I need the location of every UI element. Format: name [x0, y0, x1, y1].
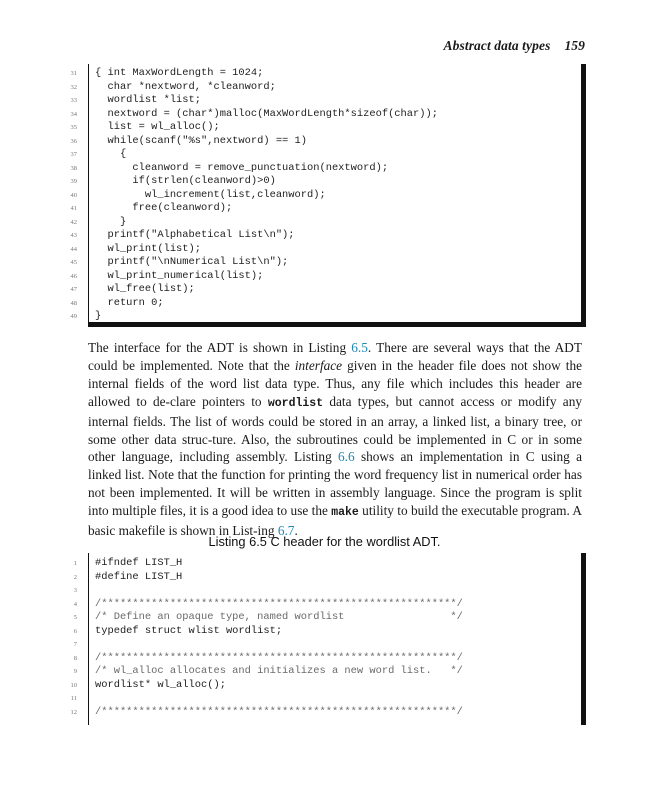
page-number: 159: [564, 38, 585, 53]
inline-code-make: make: [331, 506, 359, 520]
code-text: #define LIST_H: [95, 570, 183, 583]
code-text: /*********************************************************/: [95, 651, 463, 664]
code-text: printf("Alphabetical List\n");: [95, 229, 295, 241]
code-line: [70, 242, 581, 257]
inline-code-wordlist: wordlist: [267, 396, 324, 410]
code-line: [70, 269, 581, 284]
code-text: wl_increment(list,cleanword);: [95, 188, 326, 201]
code-text: if(strlen(cleanword)>0): [95, 175, 276, 187]
line-number: 10: [70, 681, 77, 689]
para-text: The interface for the ADT is shown in Listing: [88, 340, 352, 355]
code-line: [73, 638, 581, 652]
listing-link-6-7[interactable]: 6.7: [277, 523, 295, 539]
code-text: /* Define an opaque type, named wordlist */: [95, 611, 463, 623]
code-text: cleanword = remove_punctuation(nextword);: [95, 161, 389, 174]
header-title: Abstract data types: [443, 38, 551, 53]
code-listing-header: [70, 553, 586, 725]
line-number: 7: [73, 641, 77, 648]
para-text: shows an implementation in C using a linked list. Note that the function for printing the word frequency list in numerical order has not been implemented. It will be written in assembly language. Since the program is split into multiple files, it is a good idea to use the: [88, 449, 582, 519]
line-number: 34: [70, 110, 77, 118]
code-text: return 0;: [95, 296, 164, 309]
para-text: .: [294, 523, 298, 539]
para-emphasis: interface: [294, 357, 343, 373]
code-text: list = wl_alloc();: [95, 121, 220, 133]
code-line: [70, 148, 581, 162]
code-line: [70, 202, 581, 216]
code-text: /*********************************************************/: [95, 597, 463, 610]
code-line: [70, 215, 581, 230]
code-text: /*********************************************************/: [95, 705, 463, 718]
code-text: /* wl_alloc allocates and initializes a new word list. */: [95, 665, 463, 677]
line-number: 2: [73, 573, 77, 581]
para-text: . There are several ways that the ADT could be implemented. Note that the: [88, 340, 583, 373]
line-number: 9: [73, 668, 77, 675]
code-text: wordlist *list;: [95, 94, 202, 106]
code-line: [70, 692, 581, 706]
code-text: #ifndef LIST_H: [95, 557, 183, 569]
code-listing-main: [70, 64, 586, 327]
para-text: data types, but cannot access or modify any internal fields. The list of words could be stored in an array, a linked list, a binary tree, or some other data struc-ture. Also, the subroutines could be implemented in C or in some other language, including assembly. Listing: [88, 393, 582, 465]
line-number: 37: [70, 151, 77, 158]
line-number: 39: [70, 178, 77, 185]
code-text: }: [95, 310, 102, 322]
code-line: [73, 611, 581, 625]
code-text: { int MaxWordLength = 1024;: [95, 67, 264, 79]
code-line: [73, 665, 581, 679]
line-number: 6: [73, 627, 77, 635]
line-number: 48: [70, 299, 77, 307]
line-number: 44: [70, 245, 77, 253]
code-text: wl_print_numerical(list);: [95, 269, 264, 282]
code-line: [70, 107, 581, 122]
code-line: [70, 161, 581, 176]
line-number: 35: [70, 124, 77, 131]
code-line: [73, 597, 581, 612]
line-number: 31: [70, 70, 77, 77]
code-line: [70, 256, 581, 270]
line-number: 4: [73, 600, 77, 608]
code-line: [70, 283, 581, 297]
code-text: while(scanf("%s",nextword) == 1): [95, 134, 308, 147]
line-number: 47: [70, 286, 77, 293]
code-line: [73, 584, 581, 598]
code-text: char *nextword, *cleanword;: [95, 80, 276, 93]
code-text: printf("\nNumerical List\n");: [95, 256, 289, 268]
code-line: [73, 557, 581, 571]
listing-caption: Listing 6.5 C header for the wordlist ADT.: [208, 534, 441, 549]
code-line: [70, 67, 581, 81]
code-text: typedef struct wlist wordlist;: [95, 624, 283, 637]
running-header: [444, 38, 585, 54]
line-number: 1: [73, 560, 77, 567]
code-line: [73, 624, 581, 639]
code-line: [70, 134, 581, 149]
line-number: 49: [70, 313, 77, 320]
line-number: 45: [70, 259, 77, 266]
listing-link-6-6[interactable]: 6.6: [338, 449, 355, 465]
code-line: [70, 80, 581, 95]
code-line: [70, 705, 581, 720]
code-line: [70, 296, 581, 311]
code-text: {: [95, 148, 127, 160]
code-line: [70, 94, 581, 108]
code-line: [70, 175, 581, 189]
line-number: 8: [73, 654, 77, 662]
code-text: wl_free(list);: [95, 283, 195, 295]
line-number: 3: [73, 587, 77, 594]
code-text: wordlist* wl_alloc();: [95, 678, 226, 691]
line-number: 32: [70, 83, 77, 91]
code-line: [70, 121, 581, 135]
code-text: wl_print(list);: [95, 242, 202, 255]
line-number: 36: [70, 137, 77, 145]
line-number: 11: [70, 695, 77, 702]
listing-link-6-5[interactable]: 6.5: [351, 340, 368, 355]
line-number: 33: [70, 97, 77, 104]
line-number: 5: [73, 614, 77, 621]
para-text: given in the header file does not show the internal fields of the word list data type. Thus, any file which includes this header are allowed to de-clare pointers to: [88, 357, 582, 409]
code-line: [73, 570, 581, 585]
code-line: [70, 229, 581, 243]
body-paragraph: [88, 339, 582, 540]
line-number: 42: [70, 218, 77, 226]
code-text: free(cleanword);: [95, 202, 233, 214]
code-line: [73, 651, 581, 666]
line-number: 41: [70, 205, 77, 212]
line-number: 43: [70, 232, 77, 239]
code-line: [70, 188, 581, 203]
line-number: 40: [70, 191, 77, 199]
code-line: [70, 310, 581, 324]
line-number: 46: [70, 272, 77, 280]
para-text: utility to build the executable program. A basic makefile is shown in List-ing: [88, 503, 583, 539]
code-text: nextword = (char*)malloc(MaxWordLength*sizeof(char));: [95, 107, 438, 120]
line-number: 38: [70, 164, 77, 172]
code-text: }: [95, 215, 127, 228]
line-number: 12: [70, 708, 77, 716]
code-line: [70, 678, 581, 693]
